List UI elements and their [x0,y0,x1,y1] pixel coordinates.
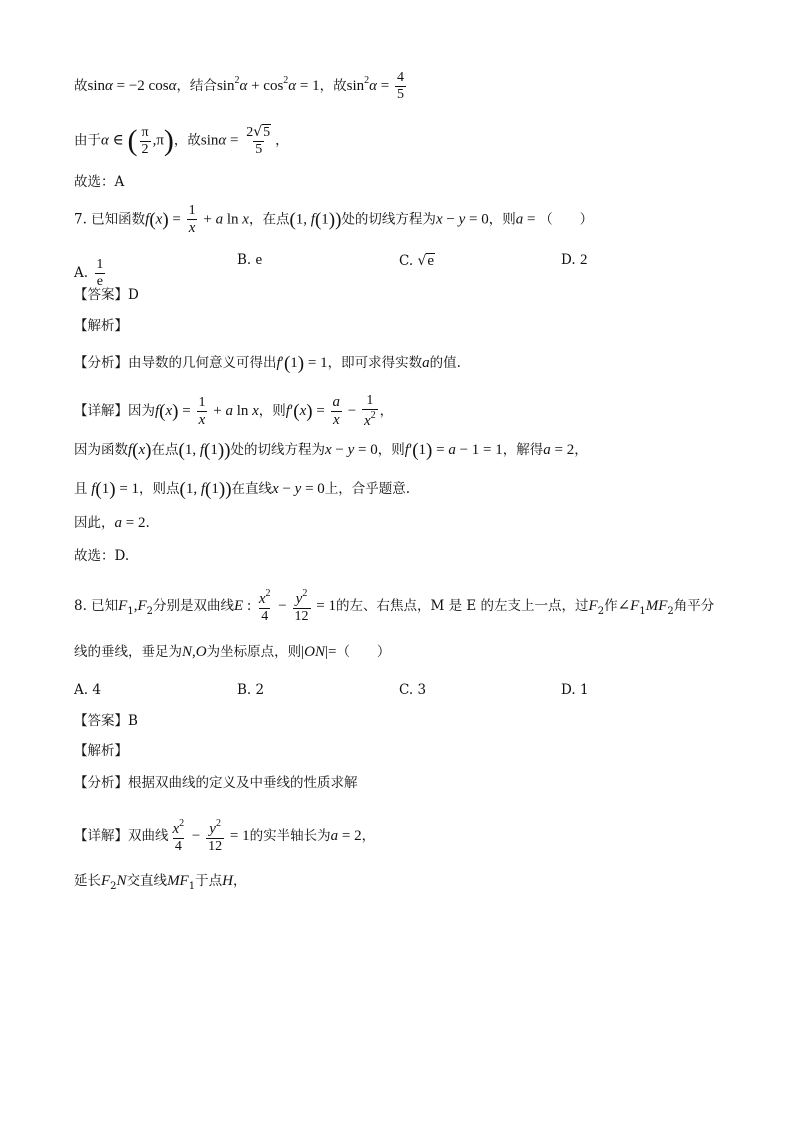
analysis-8: 【分析】根据双曲线的定义及中垂线的性质求解 [74,775,358,791]
option-b: B. e [237,252,263,268]
option-d: D. 1 [561,682,589,698]
answer-7: 【答案】D [74,287,139,303]
text: 因为函数 [74,442,128,458]
text: ，即可求得实数 [327,355,423,371]
text: ， [275,132,289,149]
option-a: A. $\frac{1}{e}$ [74,257,104,290]
text: ，则 [258,403,286,420]
line-2: 由于α ∈ ( $\frac{\pi}{2}$ ,π)，故sinα = $\frac{2√5}{5}$ ， [74,124,289,158]
text: ，故 [173,132,201,149]
text: 为坐标原点，则 [206,644,302,660]
choose-7: 故选：D. [74,548,130,564]
detail-7-line-4: 因此，a = 2. [74,515,150,531]
option-c: C. 3 [399,682,427,698]
detail-7-line-2: 因为函数f(x)在点(1, f(1))处的切线方程为x − y = 0，则f′(1) = a − 1 = 1，解得a = 2， [74,440,588,461]
text: 在直线 [231,481,273,497]
option-d: D. 2 [561,252,588,268]
detail-8-line-1: 【详解】双曲线 $\frac{x^2}{4}$ − $\frac{y^2}{12}$ = 1的实半轴长为a = 2， [74,818,376,855]
question-7-options [74,245,724,290]
text: 7. 已知函数 [74,211,146,228]
text: ，故 [319,78,347,95]
fraction-4-5: $\frac{4}{5}$ [397,70,404,103]
detail-7-line-1: 【详解】因为f(x) = $\frac{1}{x}$ + a ln x，则f′(x) = $\frac{a}{x}$ − $\frac{1}{x^2}$ ， [74,393,394,430]
question-8-line-1: 8. 已知$F_1,F_2$分别是双曲线E : $\frac{x^2}{4}$ − $\frac{y^2}{12}$ = 1的左、右焦点，M 是 E 的左支上一点，过$F_2$作$\angle F_1MF_2$角平分 [74,588,715,625]
text: 且 [74,481,88,497]
text: 角平分 [673,598,715,615]
text: 【分析】由导数的几何意义可得出 [74,355,277,371]
text: 因此， [74,515,115,531]
detail-7-line-3: 且 f(1) = 1，则点(1, f(1))在直线x − y = 0上，合乎题意. [74,479,411,500]
text: ，则 [377,442,405,458]
text: ， [574,442,588,458]
text: （ ） [539,211,594,228]
text: 分别是双曲线 [153,598,235,615]
fraction-2sqrt5-5: $\frac{2√5}{5}$ [246,124,271,158]
text: 上，合乎题意. [324,481,411,497]
text: ， [361,828,376,845]
analysis-7-heading: 【解析】 [74,318,128,334]
line-3 [74,176,124,190]
text: A [114,174,125,190]
text: 处的切线方程为 [341,211,436,228]
text: ，则 [488,211,516,228]
text: 在点 [151,442,179,458]
question-8-line-2: 线的垂线，垂足为N,O为坐标原点，则|ON|=（ ） [74,644,391,660]
text: ，在点 [248,211,290,228]
text: 8. 已知 [74,598,119,615]
option-c: C. √e [399,253,435,269]
text: 故 [74,78,88,95]
text: 的值. [429,355,461,371]
text: 【详解】因为 [74,403,155,420]
text: ， [232,873,247,889]
question-7: 7. 已知函数f(x) = $\frac{1}{x}$ + a ln x，在点(1, f(1))处的切线方程为x − y = 0，则a = （ ） [74,203,594,237]
text: 交直线 [126,873,168,889]
option-a: A. 4 [74,682,101,698]
text: 的左、右焦点，M 是 E 的左支上一点，过 [335,598,589,615]
text: （ ） [336,644,391,660]
option-b: B. 2 [237,682,265,698]
text: ，则点 [139,481,180,497]
text: 作 [604,598,618,615]
text: . [145,515,150,531]
text: 于点 [195,873,223,889]
detail-8-line-2: 延长$F_2N$交直线$MF_1$于点H， [74,873,247,892]
text: ， [379,403,394,420]
text: 的实半轴长为 [249,828,331,845]
question-8-options [74,684,724,704]
text: 延长 [74,873,101,889]
text: 线的垂线，垂足为 [74,644,182,660]
text: ，结合 [176,78,217,95]
answer-8: 【答案】B [74,713,138,729]
text: 故选： [74,174,115,190]
text: 处的切线方程为 [230,442,325,458]
line-1: 故sinα = −2 cosα，结合$\sin^2\alpha + \cos^2\alpha = 1$，故$\sin^2\alpha$ = $\frac{4}{5}$ [74,70,404,103]
text: ，解得 [502,442,544,458]
text: 【详解】双曲线 [74,828,169,845]
analysis-7: 【分析】由导数的几何意义可得出f′(1) = 1，即可求得实数a的值. [74,353,461,374]
analysis-8-heading: 【解析】 [74,743,128,759]
text: 由于 [74,132,101,149]
